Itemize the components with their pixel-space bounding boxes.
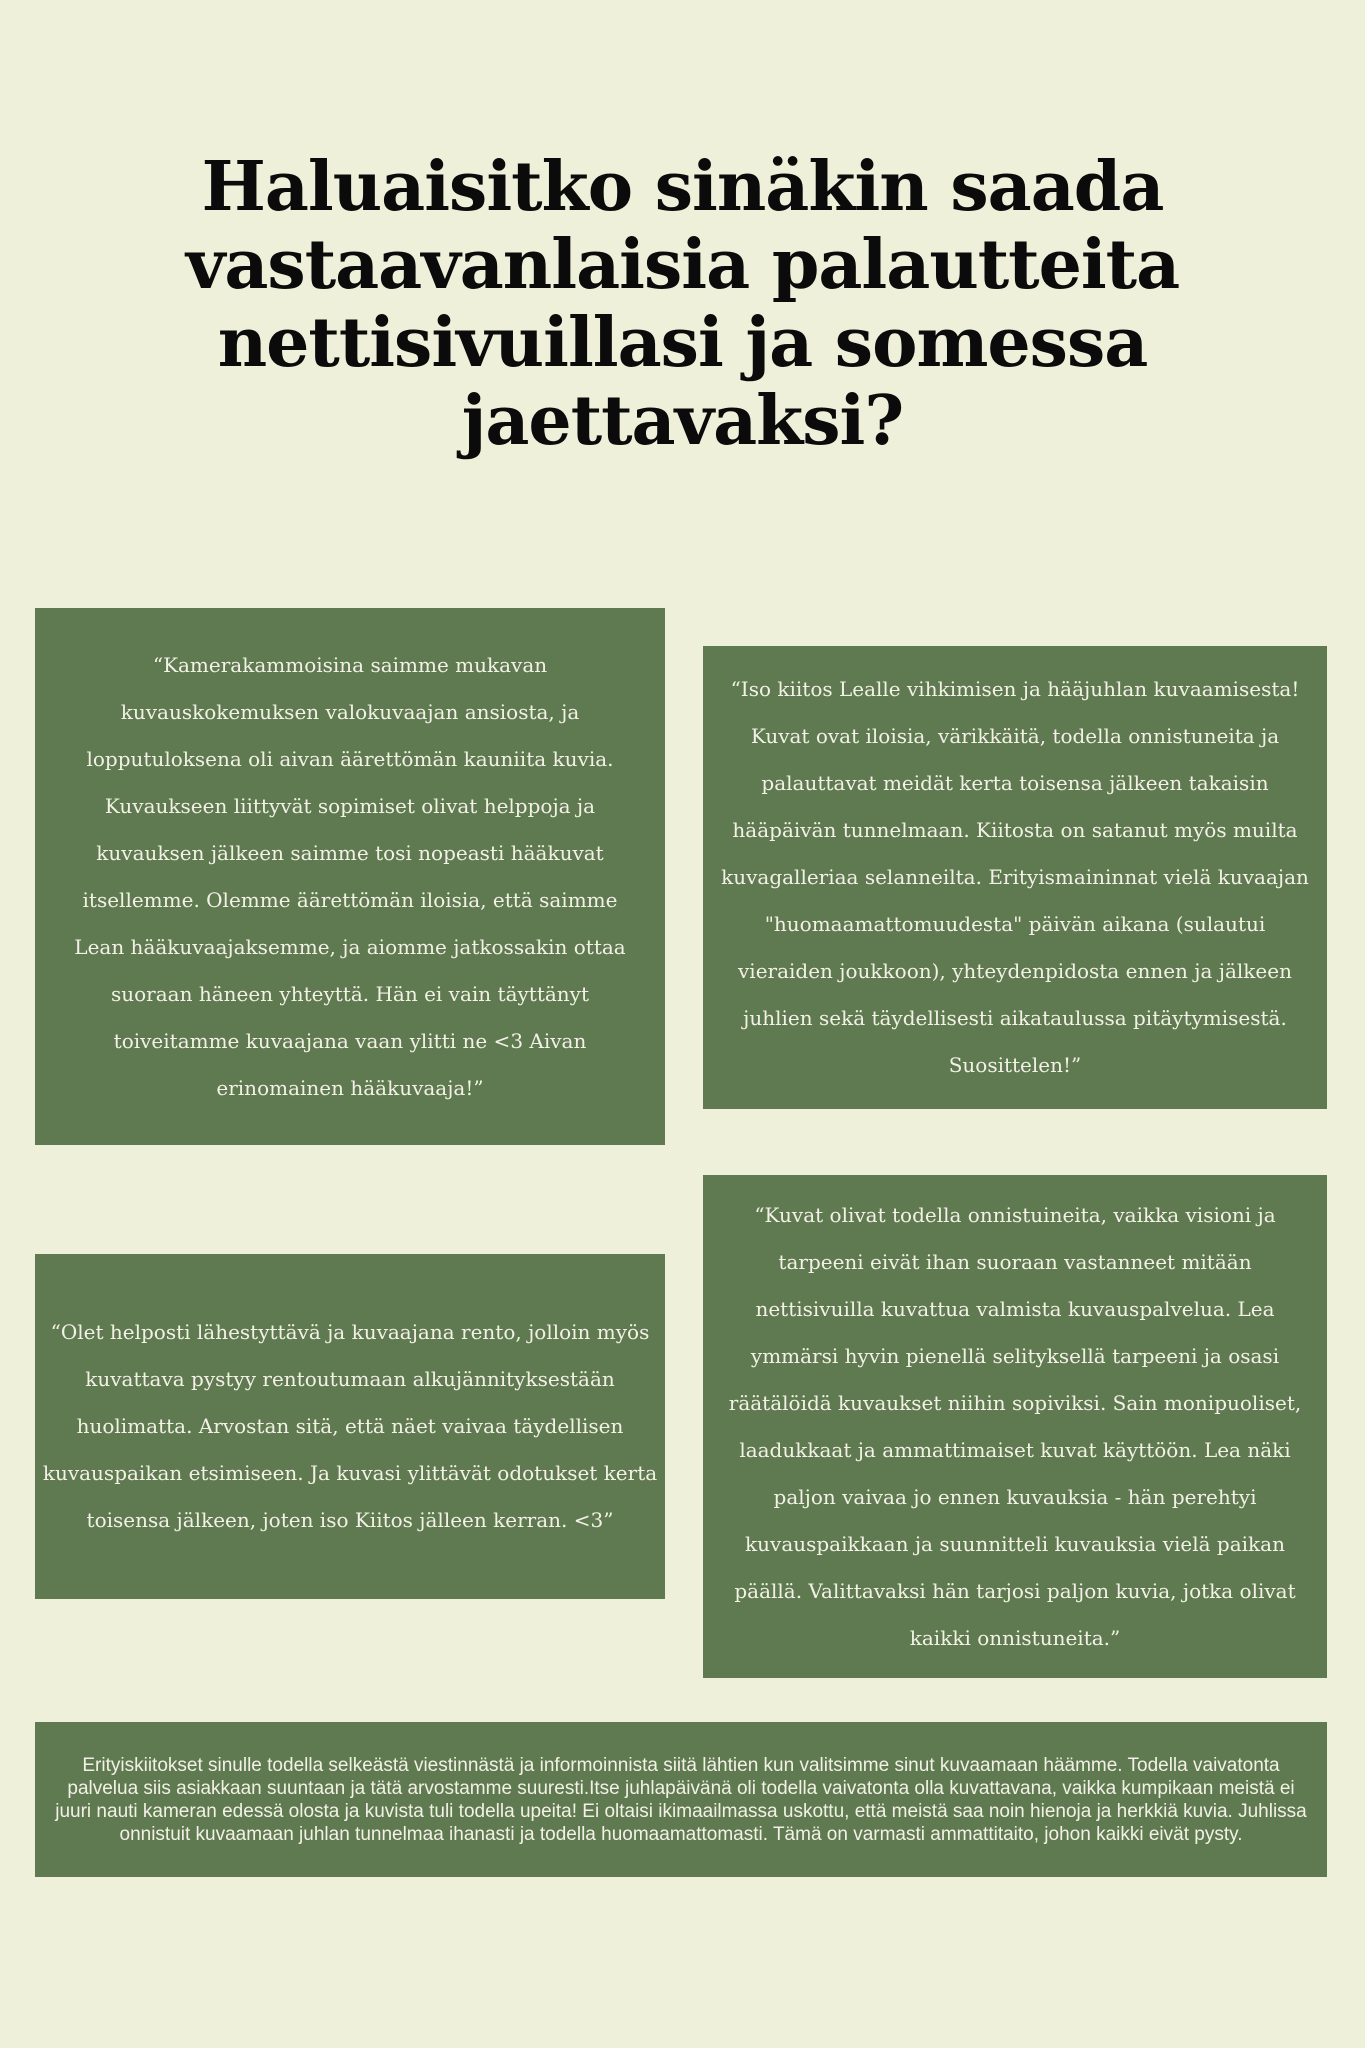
- testimonial-text: “Kamerakammoisina saimme mukavan kuvauskokemuksen valokuvaajan ansiosta, ja lopputuloksena oli aivan äärettömän kauniita kuvia. Kuvaukseen liittyvät sopimiset olivat helppoja ja kuvauksen jälkeen saimme tosi nopeasti hääkuvat itsellemme. Olemme äärettömän iloisia, että saimme Lean hääkuvaajaksemme, ja aiomme jatkossakin ottaa suoraan häneen yhteyttä. Hän ei vain täyttänyt toiveitamme kuvaajana vaan ylitti ne <3 Aivan erinomainen hääkuvaaja!”: [74, 652, 626, 1100]
- testimonial-text: Erityiskiitokset sinulle todella selkeästä viestinnästä ja informoinnista siitä lähtien kun valitsimme sinut kuvaamaan häämme. Todella vaivatonta palvelua siis asiakkaan suuntaan ja tätä arvostamme suuresti.Itse juhlapäivänä oli todella vaivatonta olla kuvattavana, vaikka kumpikaan meistä ei juuri nauti kameran edessä olosta ja kuvista tuli todella upeita! Ei oltaisi ikimaailmassa uskottu, että meistä saa noin hienoja ja herkkiä kuvia. Juhlissa onnistuit kuvaamaan juhlan tunnelmaa ihanasti ja todella huomaamattomasti. Tämä on varmasti ammattitaito, johon kaikki eivät pysty.: [55, 1754, 1307, 1845]
- testimonial-card: [703, 646, 1327, 1109]
- testimonial-card: [35, 1254, 665, 1599]
- page-headline: Haluaisitko sinäkin saada vastaavanlaisia palautteita nettisivuillasi ja somessa jaettavaksi?: [185, 147, 1180, 461]
- testimonial-card-wide: [35, 1722, 1327, 1877]
- testimonial-card: [35, 608, 665, 1145]
- testimonial-text: “Iso kiitos Lealle vihkimisen ja hääjuhlan kuvaamisesta! Kuvat ovat iloisia, värikkäitä, todella onnistuneita ja palauttavat meidät kerta toisensa jälkeen takaisin hääpäivän tunnelmaan. Kiitosta on satanut myös muilta kuvagalleriaa selanneilta. Erityismaininnat vielä kuvaajan "huomaamattomuudesta" päivän aikana (sulautui vieraiden joukkoon), yhteydenpidosta ennen ja jälkeen juhlien sekä täydellisesti aikataulussa pitäytymisestä. Suosittelen!”: [721, 677, 1309, 1077]
- testimonial-card: [703, 1175, 1327, 1678]
- testimonial-text: “Kuvat olivat todella onnistuineita, vaikka visioni ja tarpeeni eivät ihan suoraan vastanneet mitään nettisivuilla kuvattua valmista kuvauspalvelua. Lea ymmärsi hyvin pienellä selityksellä tarpeeni ja osasi räätälöidä kuvaukset niihin sopiviksi. Sain monipuoliset, laadukkaat ja ammattimaiset kuvat käyttöön. Lea näki paljon vaivaa jo ennen kuvauksia - hän perehtyi kuvauspaikkaan ja suunnitteli kuvauksia vielä paikan päällä. Valittavaksi hän tarjosi paljon kuvia, jotka olivat kaikki onnistuneita.”: [728, 1202, 1302, 1650]
- testimonial-text: “Olet helposti lähestyttävä ja kuvaajana rento, jolloin myös kuvattava pystyy rentoutumaan alkujännityksestään huolimatta. Arvostan sitä, että näet vaivaa täydellisen kuvauspaikan etsimiseen. Ja kuvasi ylittävät odotukset kerta toisensa jälkeen, joten iso Kiitos jälleen kerran. <3”: [42, 1320, 658, 1532]
